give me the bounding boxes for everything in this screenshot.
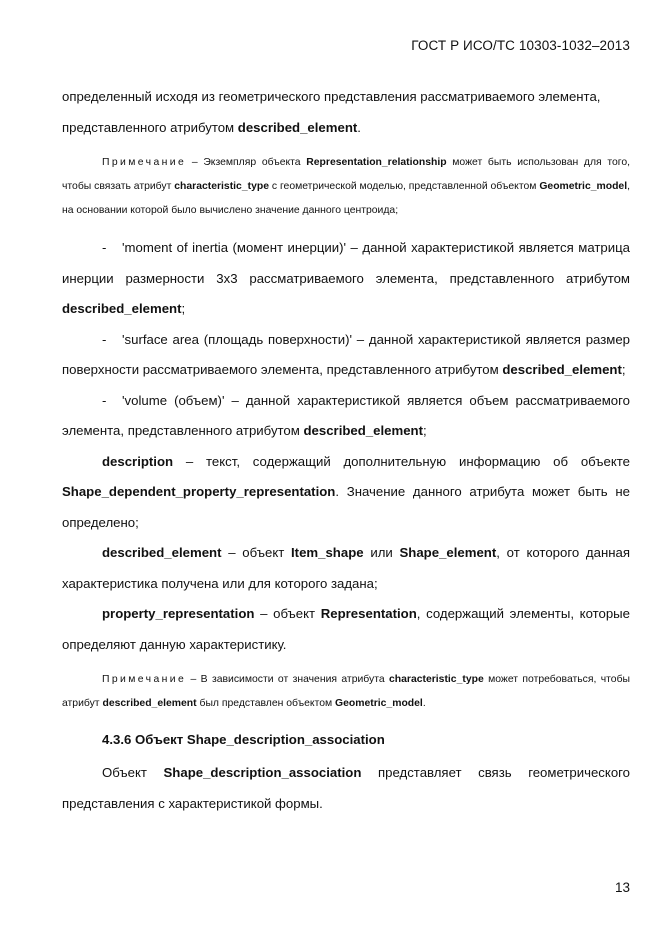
attribute-description: description – текст, содержащий дополнительную информацию об объекте Shape_dependent_property_representation. Значение данного атрибута может быть не определено; <box>62 453 630 530</box>
section-heading: 4.3.6 Объект Shape_description_association <box>102 732 385 747</box>
note-representation-relationship: Примечание – Экземпляр объекта Representation_relationship может быть использован для того, чтобы связать атрибут characteristic_type с геометрической моделью, представленной объектом Geometric_model, на основании которой было вычислено значение данного центроида; <box>62 157 630 216</box>
paragraph-continuation: определенный исходя из геометрического представления рассматриваемого элемента, представленного атрибутом described_element. <box>62 89 601 135</box>
page-number: 13 <box>614 880 630 895</box>
bullet-surface-area: - 'surface area (площадь поверхности)' – данной характеристикой является размер поверхности рассматриваемого элемента, представленного атрибутом described_element; <box>62 331 630 377</box>
attribute-described-element: described_element – объект Item_shape или Shape_element, от которого данная характеристика получена или для которого задана; <box>62 545 630 591</box>
bullet-volume: - 'volume (объем)' – данной характеристикой является объем рассматриваемого элемента, представленного атрибутом described_element; <box>62 392 630 438</box>
note-characteristic-type: Примечание – В зависимости от значения атрибута characteristic_type может потребоваться, чтобы атрибут described_element был представлен объектом Geometric_model. <box>62 674 631 709</box>
page-body <box>62 82 630 819</box>
document-code-header: ГОСТ Р ИСО/ТС 10303-1032–2013 <box>411 38 630 53</box>
note-label: Примечание <box>102 157 187 168</box>
bullet-moment-of-inertia: - 'moment of inertia (момент инерции)' – данной характеристикой является матрица инерции размерности 3х3 рассматриваемого элемента, представленного атрибутом described_element; <box>62 240 630 316</box>
section-paragraph: Объект Shape_description_association представляет связь геометрического представления с характеристикой формы. <box>62 765 631 811</box>
note-label: Примечание <box>102 674 187 685</box>
attribute-property-representation: property_representation – объект Representation, содержащий элементы, которые определяют данную характеристику. <box>62 606 630 652</box>
